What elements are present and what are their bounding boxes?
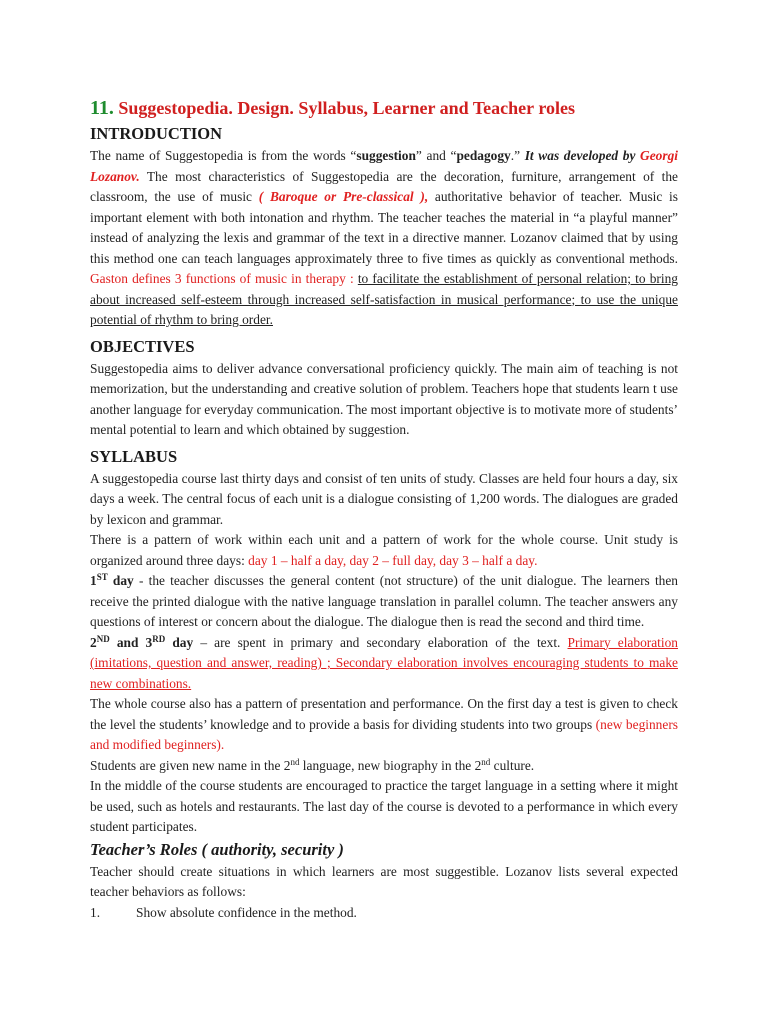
title-number: 11. xyxy=(90,97,114,119)
list-item-text: Show absolute confidence in the method. xyxy=(136,904,357,920)
syllabus-paragraph-2: There is a pattern of work within each unit and a pattern of work for the whole course. Unit study is organized around three days: day 1 – half a day, day 2 – full day, day 3 – half a day. xyxy=(90,532,678,568)
objectives-paragraph: Suggestopedia aims to deliver advance conversational proficiency quickly. The main aim of teaching is not memorization, but the understanding and creative solution of problem. Teachers hope that students learn t use another language for everyday communication. The most important objective is to motivate more of students’ mental potential to learn and which obtained by suggestion. xyxy=(90,360,678,437)
document-page xyxy=(90,90,678,923)
introduction-heading: INTRODUCTION xyxy=(90,124,223,143)
teacher-roles-heading: Teacher’s Roles ( authority, security ) xyxy=(90,839,344,859)
syllabus-paragraph-1: A suggestopedia course last thirty days and consist of ten units of study. Classes are held four hours a day, six days a week. The central focus of each unit is a dialogue consisting of 1,200 words. The dialogues are graded by lexicon and grammar. xyxy=(90,470,678,527)
document-title xyxy=(90,96,678,120)
music-functions-text: to facilitate the establishment of personal relation; to bring about increased self-esteem through increased self-satisfaction in musical performance; to use the unique potential of rhythm to bring order. xyxy=(90,271,678,327)
title-text: Suggestopedia. Design. Syllabus, Learner and Teacher roles xyxy=(118,98,575,118)
objectives-heading: OBJECTIVES xyxy=(90,336,195,356)
syllabus-paragraph-4: Students are given new name in the 2nd language, new biography in the 2nd culture. xyxy=(90,756,535,773)
syllabus-heading: SYLLABUS xyxy=(90,446,178,466)
list-item xyxy=(90,903,678,924)
day-1-paragraph: 1ST day - the teacher discusses the general content (not structure) of the unit dialogue. The learners then receive the printed dialogue with the native language translation in parallel column. The teacher answers any questions of interest or concern about the dialogue. The dialogue then is read the second and third time. xyxy=(90,572,678,629)
introduction-paragraph: The name of Suggestopedia is from the words “suggestion” and “pedagogy.” It was developed by Georgi Lozanov. The most characteristics of Suggestopedia are the decoration, furniture, arrangement of the classroom, the use of music ( Baroque or Pre-classical ), authoritative behavior of teacher. Music is important element with both intonation and rhythm. The teacher teaches the material in “a playful manner” instead of analyzing the lexis and grammar of the text in a directive manner. Lozanov claimed that by using this method one can teach languages approximately three to five times as quickly as conventional methods. Gaston defines 3 functions of music in therapy : to facilitate the establishment of personal relation; to bring about increased self-esteem through increased self-satisfaction in musical performance; to use the unique potential of rhythm to bring order. xyxy=(90,148,678,327)
syllabus-paragraph-3: The whole course also has a pattern of presentation and performance. On the first day a test is given to check the level the students’ knowledge and to provide a basis for dividing students into two groups (new beginners and modified beginners). xyxy=(90,696,678,752)
syllabus-paragraph-5: In the middle of the course students are encouraged to practice the target language in a setting where it might be used, such as hotels and restaurants. The last day of the course is devoted to a performance in which every student participates. xyxy=(90,778,678,834)
day-2-3-paragraph: 2ND and 3RD day – are spent in primary and secondary elaboration of the text. Primary elaboration (imitations, question and answer, reading) ; Secondary elaboration involves encouraging students to make new combinations. xyxy=(90,633,679,691)
list-item-number: 1. xyxy=(90,904,101,920)
teacher-roles-paragraph: Teacher should create situations in which learners are most suggestible. Lozanov lists several expected teacher behaviors as follows: xyxy=(90,863,678,899)
